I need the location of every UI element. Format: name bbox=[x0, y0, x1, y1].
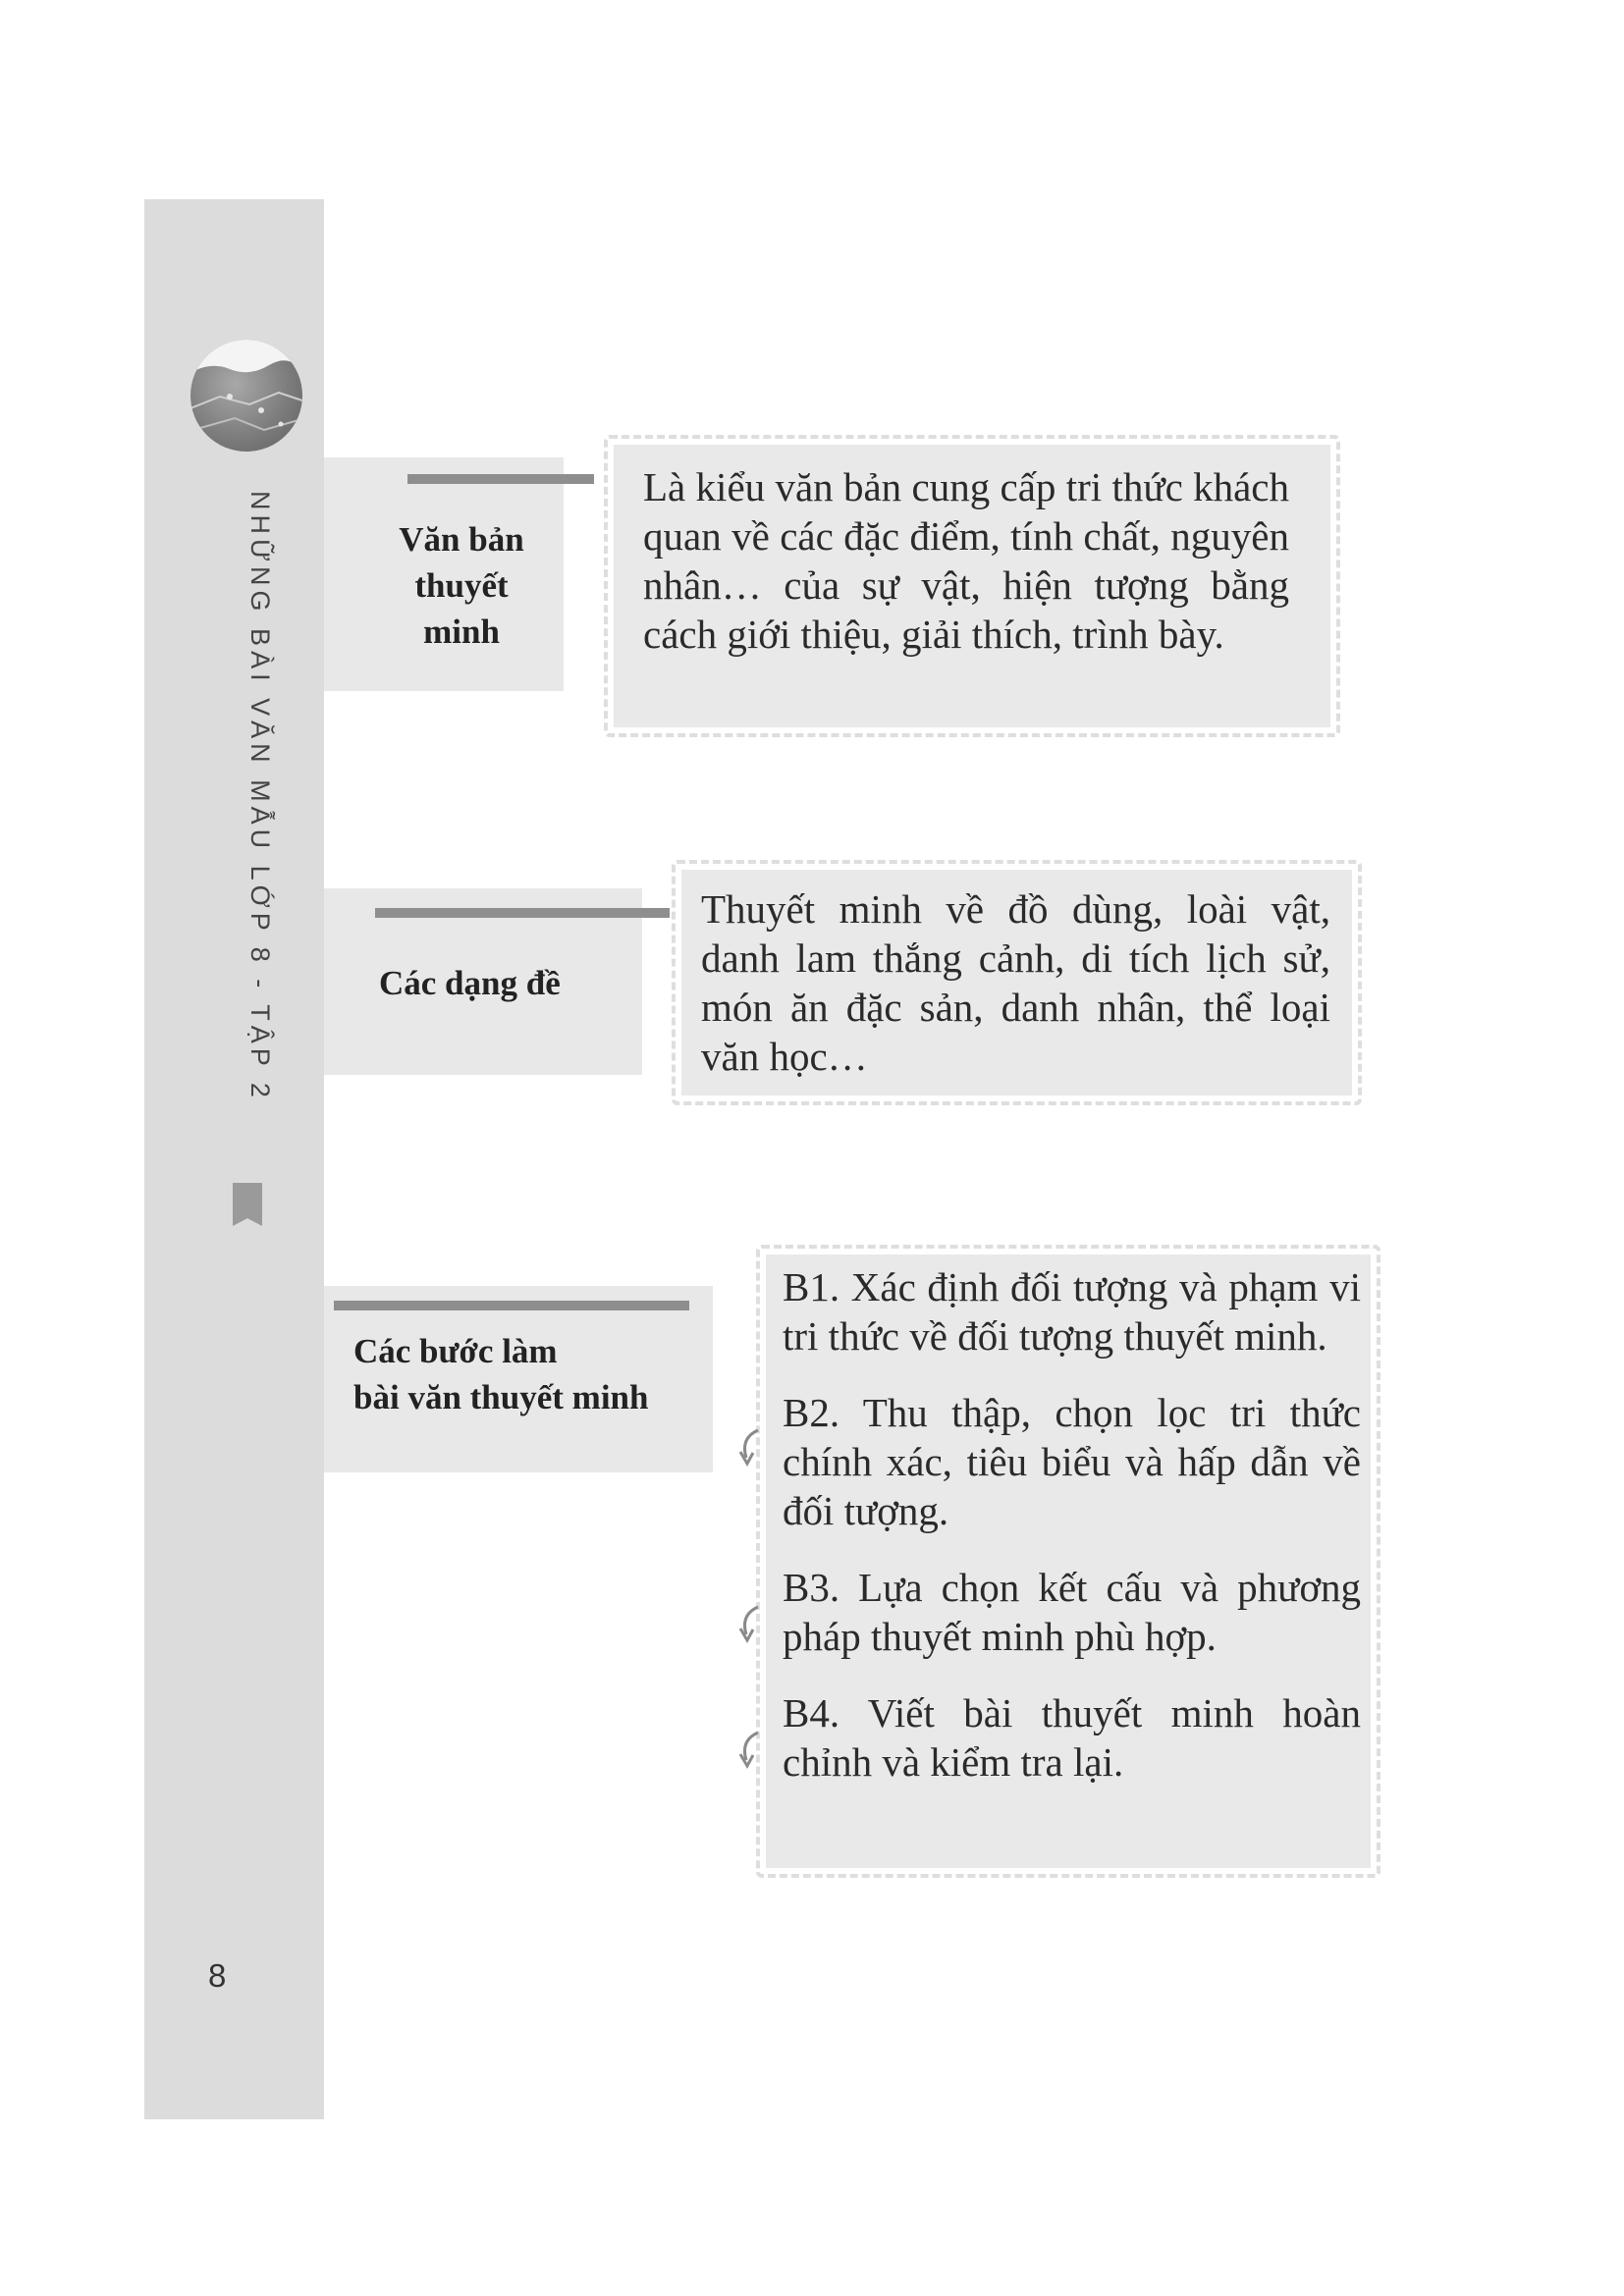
section-label-box bbox=[324, 888, 642, 1075]
section-content: Thuyết minh về đồ dùng, loài vật, danh lam thắng cảnh, di tích lịch sử, món ăn đặc sản, danh nhân, thể loại văn học… bbox=[681, 870, 1352, 1095]
section-label: Văn bản thuyết minh bbox=[399, 520, 524, 651]
step-arrow-icon bbox=[738, 1731, 766, 1776]
section-label-box bbox=[324, 1286, 713, 1472]
label-bar bbox=[334, 1301, 689, 1310]
section-label bbox=[353, 1328, 649, 1420]
step-arrow-icon bbox=[738, 1605, 766, 1650]
step-item: B3. Lựa chọn kết cấu và phương pháp thuyết minh phù hợp. bbox=[783, 1565, 1361, 1659]
page-number: 8 bbox=[208, 1957, 227, 1994]
label-bar bbox=[375, 908, 670, 918]
steps-box bbox=[756, 1245, 1380, 1878]
step-item: B4. Viết bài thuyết minh hoàn chỉnh và kiểm tra lại. bbox=[783, 1690, 1361, 1785]
sidebar bbox=[144, 199, 324, 2119]
section-label-line: bài văn thuyết minh bbox=[353, 1378, 649, 1416]
step-item: B1. Xác định đối tượng và phạm vi tri thức về đối tượng thuyết minh. bbox=[783, 1264, 1361, 1359]
section-content: Là kiểu văn bản cung cấp tri thức khách quan về các đặc điểm, tính chất, nguyên nhân… của sự vật, hiện tượng bằng cách giới thiệu, giải thích, trình bày. bbox=[614, 445, 1330, 727]
vertical-book-title: NHỮNG BÀI VĂN MẪU LỚP 8 - TẬP 2 bbox=[245, 491, 275, 1102]
steps-list bbox=[766, 1255, 1371, 1868]
section-label-box bbox=[324, 457, 564, 691]
section-content-box bbox=[604, 435, 1340, 737]
label-bar bbox=[407, 474, 594, 484]
step-item: B2. Thu thập, chọn lọc tri thức chính xác, tiêu biểu và hấp dẫn về đối tượng. bbox=[783, 1390, 1361, 1533]
section-content-box bbox=[672, 860, 1362, 1105]
section-label: Các dạng đề bbox=[379, 964, 561, 1002]
step-arrow-icon bbox=[738, 1428, 766, 1473]
section-label-line: Các bước làm bbox=[353, 1332, 558, 1370]
landscape-emblem-icon bbox=[190, 340, 302, 452]
